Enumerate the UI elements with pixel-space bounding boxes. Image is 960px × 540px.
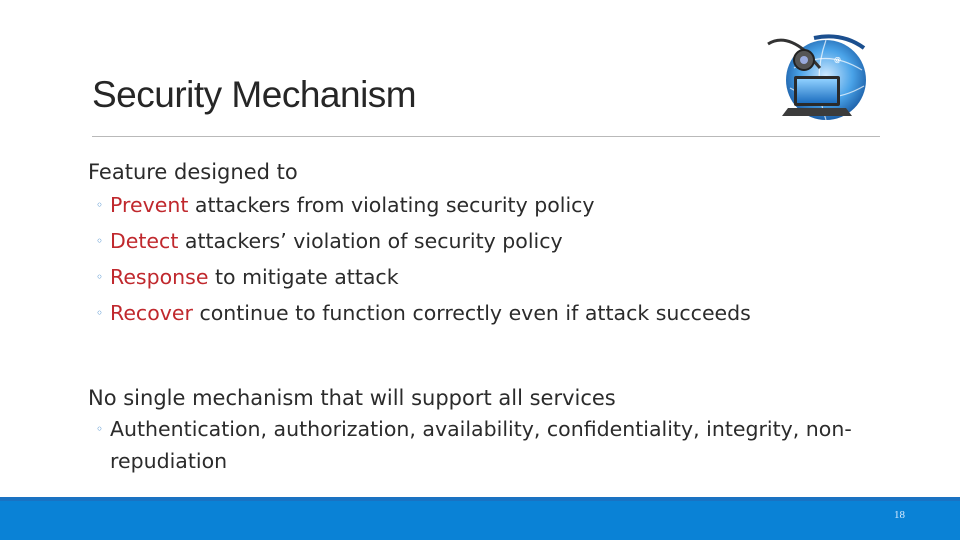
bullet-icon: ◦: [96, 234, 104, 248]
title-divider: [92, 136, 880, 137]
computer-security-icon: [764, 28, 876, 124]
services-list: [88, 413, 888, 477]
section-heading-mechanism: No single mechanism that will support all services: [88, 386, 616, 410]
svg-text:@: @: [834, 56, 841, 64]
bullet-icon: ◦: [96, 270, 104, 284]
spacer: [88, 331, 888, 383]
bullet-highlight: Response: [110, 265, 209, 289]
bullet-text: Authentication, authorization, availability, confidentiality, integrity, non-repudiation: [110, 417, 852, 473]
footer-bar: [0, 501, 960, 540]
slide-body: [88, 157, 888, 477]
bullet-icon: ◦: [96, 198, 104, 212]
bullet-text: attackers from violating security policy: [188, 193, 595, 217]
bullet-text: to mitigate attack: [208, 265, 399, 289]
feature-list: [88, 187, 888, 331]
bullet-highlight: Prevent: [110, 193, 189, 217]
bullet-icon: ◦: [96, 422, 104, 436]
bullet-icon: ◦: [96, 306, 104, 320]
list-item: [88, 223, 888, 259]
list-item: [88, 295, 888, 331]
bullet-text: continue to function correctly even if attack succeeds: [192, 301, 751, 325]
section-heading-features: Feature designed to: [88, 160, 298, 184]
page-number: 18: [894, 509, 905, 521]
bullet-highlight: Detect: [110, 229, 179, 253]
bullet-text: attackers’ violation of security policy: [178, 229, 563, 253]
list-item: [88, 187, 888, 223]
list-item: [88, 259, 888, 295]
slide-title: Security Mechanism: [92, 74, 417, 115]
list-item: [88, 413, 880, 477]
bullet-highlight: Recover: [110, 301, 193, 325]
